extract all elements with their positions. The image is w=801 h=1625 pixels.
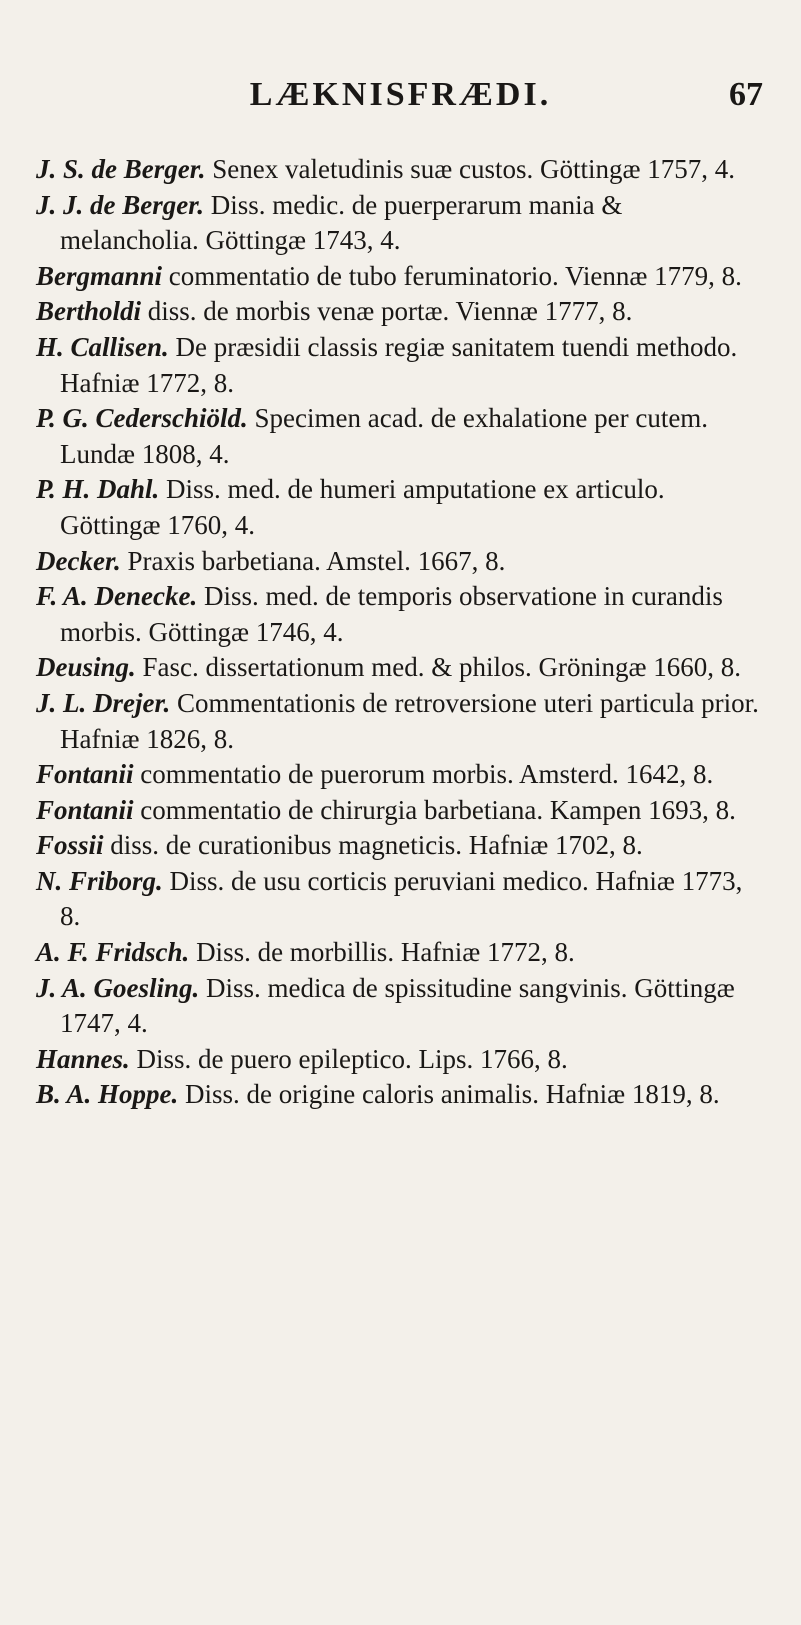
- entry-author: Deusing.: [36, 652, 136, 683]
- entry-title: Commentationis de retroversione uteri particula prior.: [177, 687, 759, 718]
- entry-title: Diss. med. de humeri amputatione ex articulo.: [166, 474, 665, 505]
- entry-imprint: Amstel. 1667, 8.: [326, 545, 506, 576]
- entry-title: commentatio de tubo feruminatorio.: [168, 260, 559, 291]
- entry-author: A. F. Fridsch.: [36, 937, 190, 968]
- entry-author: Bergmanni: [36, 260, 163, 291]
- entry-author: Fossii: [36, 830, 104, 861]
- entry-title: Diss. medic. de puerperarum mania & melancholia.: [60, 189, 623, 256]
- entry-author: Hannes.: [36, 1043, 130, 1074]
- entry-imprint: Göttingæ 1760, 4.: [60, 509, 256, 540]
- entry-imprint: Hafniæ 1826, 8.: [60, 723, 234, 754]
- entry-title: Praxis barbetiana.: [127, 545, 321, 576]
- entry-imprint: Amsterd. 1642, 8.: [518, 759, 714, 790]
- entry-title: Diss. de usu corticis peruviani medico.: [169, 865, 589, 896]
- entry-author: Fontanii: [36, 759, 134, 790]
- bibliography-entry: [36, 544, 766, 580]
- bibliography-entry: [36, 188, 766, 259]
- entry-title: Fasc. dissertationum med. & philos.: [142, 652, 532, 683]
- entry-author: H. Callisen.: [36, 331, 169, 362]
- bibliography-entry: [36, 864, 766, 935]
- bibliography-entry: [36, 1042, 766, 1078]
- bibliography-entry: [36, 579, 766, 650]
- bibliography-list: [36, 152, 766, 1113]
- entry-author: J. J. de Berger.: [36, 189, 204, 220]
- page-number: 67: [729, 76, 763, 113]
- bibliography-entry: [36, 971, 766, 1042]
- entry-author: J. L. Drejer.: [36, 687, 171, 718]
- entry-author: P. G. Cederschiöld.: [36, 403, 248, 434]
- entry-imprint: Viennæ 1777, 8.: [455, 296, 633, 327]
- entry-title: diss. de morbis venæ portæ.: [147, 296, 450, 327]
- entry-title: Diss. med. de temporis observatione in curandis morbis.: [60, 581, 723, 647]
- entry-title: Diss. de morbillis.: [196, 937, 395, 968]
- entry-author: F. A. Denecke.: [36, 581, 198, 612]
- entry-imprint: Kampen 1693, 8.: [549, 794, 736, 825]
- entry-author: P. H. Dahl.: [36, 474, 160, 505]
- entry-title: De præsidii classis regiæ sanitatem tuendi methodo.: [175, 331, 738, 362]
- entry-imprint: Hafniæ 1772, 8.: [60, 367, 234, 398]
- running-head: [0, 76, 801, 124]
- bibliography-entry: [36, 401, 766, 472]
- entry-author: J. A. Goesling.: [36, 972, 200, 1003]
- entry-imprint: Viennæ 1779, 8.: [564, 260, 742, 291]
- entry-author: Fontanii: [36, 794, 134, 825]
- bibliography-entry: [36, 650, 766, 686]
- entry-title: commentatio de puerorum morbis.: [140, 759, 514, 790]
- bibliography-entry: [36, 828, 766, 864]
- entry-imprint: Göttingæ 1757, 4.: [540, 154, 736, 184]
- bibliography-entry: [36, 259, 766, 295]
- entry-title: Specimen acad. de exhalatione per cutem.: [254, 403, 709, 434]
- bibliography-entry: [36, 472, 766, 543]
- entry-title: Diss. medica de spissitudine sangvinis.: [206, 972, 628, 1003]
- entry-author: J. S. de Berger.: [36, 154, 206, 184]
- entry-imprint: Hafniæ 1772, 8.: [400, 937, 575, 968]
- entry-imprint: Göttingæ 1746, 4.: [148, 616, 344, 647]
- entry-imprint: Göttingæ 1743, 4.: [205, 225, 401, 256]
- entry-author: B. A. Hoppe.: [36, 1079, 179, 1110]
- entry-imprint: Hafniæ 1773, 8.: [60, 865, 743, 932]
- entry-imprint: Hafniæ 1702, 8.: [468, 830, 643, 861]
- entry-title: Diss. de origine caloris animalis.: [185, 1079, 539, 1110]
- running-title: LÆKNISFRÆDI.: [249, 76, 552, 113]
- entry-author: N. Friborg.: [36, 865, 163, 896]
- entry-imprint: Göttingæ 1747, 4.: [60, 972, 735, 1039]
- entry-title: commentatio de chirurgia barbetiana.: [140, 794, 544, 825]
- bibliography-entry: [36, 330, 766, 401]
- bibliography-entry: [36, 294, 766, 330]
- entry-author: Decker.: [36, 545, 121, 576]
- entry-title: Senex valetudinis suæ custos.: [212, 154, 534, 184]
- bibliography-entry: [36, 686, 766, 757]
- entry-author: Bertholdi: [36, 296, 142, 327]
- bibliography-entry: [36, 1077, 766, 1113]
- bibliography-entry: [36, 757, 766, 793]
- entry-title: Diss. de puero epileptico.: [136, 1043, 412, 1074]
- entry-imprint: Lips. 1766, 8.: [418, 1043, 568, 1074]
- bibliography-entry: [36, 935, 766, 971]
- bibliography-entry: [36, 152, 766, 188]
- bibliography-entry: [36, 793, 766, 829]
- entry-title: diss. de curationibus magneticis.: [110, 830, 462, 861]
- entry-imprint: Gröningæ 1660, 8.: [538, 652, 742, 683]
- entry-imprint: Hafniæ 1819, 8.: [545, 1079, 720, 1110]
- entry-imprint: Lundæ 1808, 4.: [60, 438, 230, 469]
